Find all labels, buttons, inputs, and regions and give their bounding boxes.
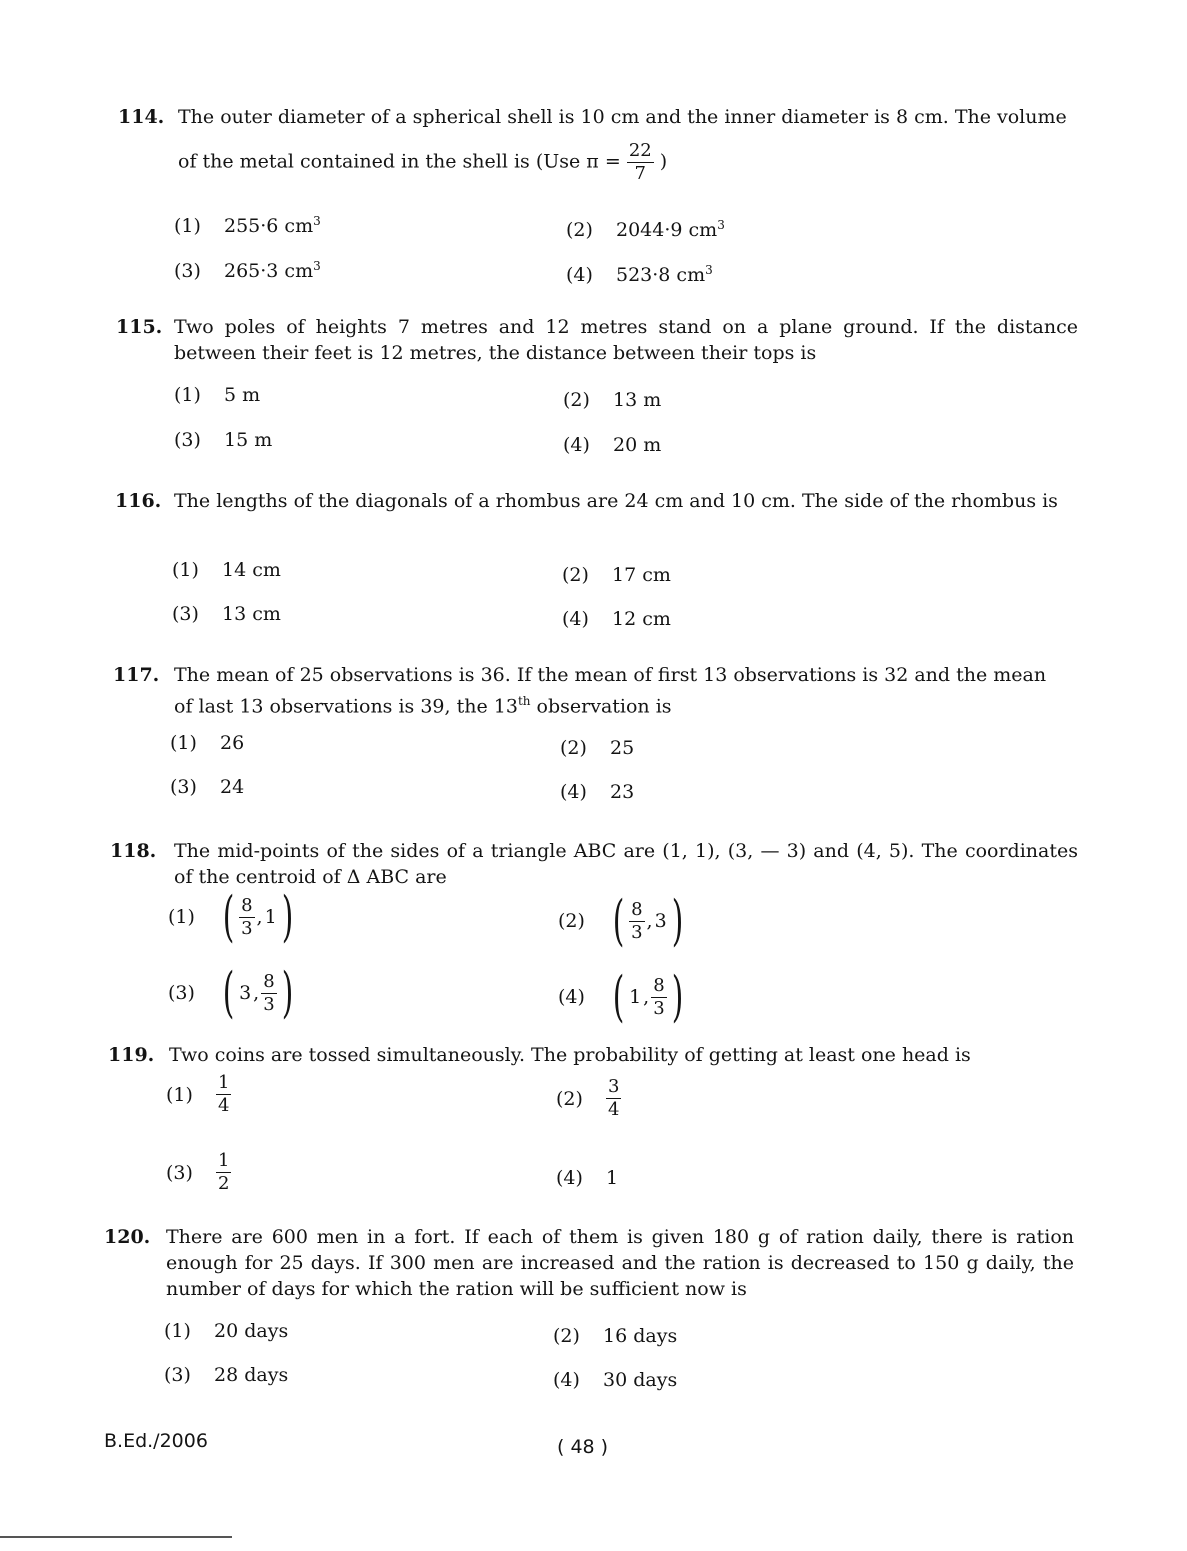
- option-value: 5 m: [224, 384, 261, 406]
- option-superscript: 3: [717, 218, 725, 232]
- fraction: [261, 971, 276, 1016]
- question-118-head: [108, 838, 1078, 890]
- option-2[interactable]: [558, 889, 688, 952]
- fraction-denominator: 7: [634, 163, 646, 184]
- question-text: The lengths of the diagonals of a rhombus are 24 cm and 10 cm. The side of the rhombus is: [174, 490, 1058, 512]
- option-value: 1: [606, 1167, 619, 1189]
- option-value: 20 days: [214, 1320, 289, 1342]
- option-label: (4): [558, 986, 585, 1008]
- fraction-denominator: 3: [241, 917, 253, 939]
- question-118: [108, 838, 1078, 1028]
- option-label: (2): [562, 564, 589, 586]
- question-119-head: [108, 1042, 1078, 1068]
- option-value: 30 days: [603, 1369, 678, 1391]
- left-paren: (: [222, 885, 235, 948]
- option-1[interactable]: [168, 885, 298, 948]
- option-label: (1): [174, 384, 201, 406]
- fraction: [239, 895, 254, 940]
- fraction: [629, 899, 644, 944]
- fraction-numerator: 8: [653, 974, 665, 996]
- coordinate-pair: [218, 885, 298, 948]
- option-2[interactable]: [563, 387, 661, 413]
- comma: ,: [256, 906, 263, 928]
- option-value: 14 cm: [222, 559, 281, 581]
- question-120-head: [104, 1224, 1074, 1302]
- right-paren: ): [281, 885, 294, 948]
- option-label: (2): [560, 737, 587, 759]
- question-text: [178, 104, 1078, 185]
- option-3[interactable]: [164, 1362, 288, 1388]
- question-119: [108, 1042, 1078, 1194]
- question-117: [108, 662, 1078, 803]
- option-4[interactable]: [562, 606, 671, 632]
- option-value: 15 m: [224, 429, 273, 451]
- fraction-numerator: 1: [218, 1150, 230, 1171]
- question-text-line2-pre: of last 13 observations is 39, the 13: [174, 695, 518, 718]
- option-label: (1): [164, 1320, 191, 1342]
- coordinate-inner: [239, 971, 277, 1016]
- coordinate-value: 1: [629, 986, 642, 1008]
- option-value: 17 cm: [612, 564, 671, 586]
- fraction-denominator: 2: [218, 1173, 230, 1194]
- question-text: Two poles of heights 7 metres and 12 metres stand on a plane ground. If the distance between their feet is 12 metres, the distance between their tops is: [174, 316, 1078, 364]
- option-label: (3): [168, 982, 195, 1004]
- page-number: ( 48 ): [557, 1436, 609, 1458]
- fraction: [651, 975, 666, 1020]
- option-label: (4): [562, 608, 589, 630]
- question-number: 118.: [110, 840, 157, 862]
- fraction-numerator: 22: [628, 140, 652, 161]
- option-2[interactable]: [566, 212, 725, 243]
- option-value: 25: [610, 737, 635, 759]
- option-2[interactable]: [553, 1323, 677, 1349]
- fraction-denominator: 3: [631, 921, 643, 943]
- fraction-numerator: 8: [263, 970, 275, 992]
- coordinate-value: 3: [654, 910, 667, 932]
- question-text-line2-post: observation is: [530, 695, 672, 718]
- fraction-numerator: 8: [241, 894, 253, 916]
- option-value: 26: [220, 732, 245, 754]
- option-value: 265·3 cm: [224, 260, 314, 283]
- left-paren: (: [612, 965, 625, 1028]
- option-label: (1): [168, 906, 195, 928]
- option-1[interactable]: [164, 1318, 288, 1344]
- question-text-line2: [178, 140, 1078, 185]
- fraction-numerator: 8: [631, 898, 643, 920]
- option-label: (3): [174, 429, 201, 451]
- option-value: 523·8 cm: [616, 264, 706, 287]
- coordinate-value: 3: [239, 982, 252, 1004]
- question-text-line2-post: ): [659, 150, 668, 173]
- option-3[interactable]: [166, 1150, 231, 1195]
- comma: ,: [253, 982, 260, 1004]
- option-label: (2): [558, 910, 585, 932]
- option-3[interactable]: [174, 253, 321, 284]
- option-2[interactable]: [556, 1076, 621, 1121]
- option-value: 24: [220, 776, 245, 798]
- question-115: [108, 314, 1078, 456]
- option-4[interactable]: [566, 257, 713, 288]
- question-text-line2: [174, 688, 1078, 719]
- option-1[interactable]: [170, 730, 244, 756]
- question-number: 115.: [116, 316, 163, 338]
- option-1[interactable]: [174, 208, 321, 239]
- comma: ,: [643, 986, 650, 1008]
- option-value: 23: [610, 781, 635, 803]
- option-1[interactable]: [172, 557, 281, 583]
- question-number: 116.: [115, 490, 162, 512]
- option-label: (1): [170, 732, 197, 754]
- option-label: (4): [563, 434, 590, 456]
- option-3[interactable]: [172, 601, 281, 627]
- option-label: (2): [563, 389, 590, 411]
- option-label: (4): [560, 781, 587, 803]
- option-label: (2): [553, 1325, 580, 1347]
- question-text-line1: The outer diameter of a spherical shell is 10 cm and the inner diameter is 8 cm. The volume: [178, 106, 1067, 128]
- fraction-denominator: 4: [608, 1099, 620, 1120]
- option-4[interactable]: [556, 1165, 618, 1191]
- option-label: (3): [172, 603, 199, 625]
- option-label: (1): [172, 559, 199, 581]
- option-label: (4): [553, 1369, 580, 1391]
- option-label: (3): [164, 1364, 191, 1386]
- question-text-line2-pre: of the metal contained in the shell is (Use π =: [178, 150, 621, 173]
- fraction: [216, 1150, 231, 1195]
- question-114-head: [108, 104, 1078, 185]
- option-label: (2): [566, 219, 593, 242]
- question-text: The mid-points of the sides of a triangle ABC are (1, 1), (3, — 3) and (4, 5). The coordinates of the centroid of Δ ABC are: [174, 840, 1078, 888]
- coordinate-inner: [239, 895, 277, 940]
- option-label: (4): [556, 1167, 583, 1189]
- coordinate-pair: [218, 961, 298, 1024]
- coordinate-inner: [629, 899, 667, 944]
- option-3[interactable]: [170, 774, 244, 800]
- fraction: [606, 1076, 621, 1121]
- option-label: (2): [556, 1087, 583, 1110]
- option-label: (3): [170, 776, 197, 798]
- option-2[interactable]: [562, 562, 671, 588]
- question-116-head: [108, 488, 1078, 514]
- coordinate-value: 1: [264, 906, 277, 928]
- question-number: 119.: [108, 1044, 155, 1066]
- exam-code: B.Ed./2006: [104, 1430, 208, 1452]
- option-4[interactable]: [560, 779, 634, 805]
- fraction: [216, 1072, 231, 1117]
- option-value: 20 m: [613, 434, 662, 456]
- option-label: (3): [174, 260, 201, 283]
- question-text-line1: The mean of 25 observations is 36. If the mean of first 13 observations is 32 and the mean: [174, 664, 1047, 686]
- pi-fraction: [627, 140, 654, 185]
- question-117-head: [108, 662, 1078, 719]
- option-1[interactable]: [166, 1072, 231, 1117]
- question-114: [108, 104, 1078, 287]
- option-superscript: 3: [705, 263, 713, 277]
- footer-rule: [0, 1536, 232, 1538]
- question-116: [108, 488, 1078, 630]
- question-text: Two coins are tossed simultaneously. The probability of getting at least one head is: [169, 1044, 971, 1066]
- fraction-denominator: 3: [653, 997, 665, 1019]
- right-paren: ): [671, 965, 684, 1028]
- coordinate-pair: [608, 965, 688, 1028]
- question-120: [104, 1224, 1074, 1391]
- comma: ,: [646, 910, 653, 932]
- option-value: 13 m: [613, 389, 662, 411]
- option-1[interactable]: [174, 382, 260, 408]
- option-4[interactable]: [558, 965, 688, 1028]
- ordinal-superscript: th: [517, 694, 531, 708]
- option-label: (4): [566, 264, 593, 287]
- question-number: 120.: [104, 1226, 151, 1248]
- question-number: 114.: [118, 106, 165, 128]
- question-number: 117.: [113, 664, 160, 686]
- option-value: 2044·9 cm: [616, 219, 718, 242]
- option-value: 255·6 cm: [224, 215, 314, 238]
- coordinate-inner: [629, 975, 667, 1020]
- question-text: There are 600 men in a fort. If each of them is given 180 g of ration daily, there is ration enough for 25 days. If 300 men are increased and the ration is decreased to 150 g daily, the number of days for which the ration will be sufficient now is: [166, 1226, 1074, 1300]
- option-value: 16 days: [603, 1325, 678, 1347]
- option-4[interactable]: [563, 432, 661, 458]
- fraction-numerator: 3: [608, 1076, 620, 1097]
- option-value: 12 cm: [612, 608, 671, 630]
- option-label: (3): [166, 1161, 193, 1184]
- fraction-denominator: 4: [218, 1095, 230, 1116]
- option-superscript: 3: [313, 259, 321, 273]
- option-value: 13 cm: [222, 603, 281, 625]
- right-paren: ): [671, 889, 684, 952]
- option-label: (1): [166, 1083, 193, 1106]
- option-3[interactable]: [168, 961, 298, 1024]
- option-label: (1): [174, 215, 201, 238]
- coordinate-pair: [608, 889, 688, 952]
- option-3[interactable]: [174, 427, 272, 453]
- option-4[interactable]: [553, 1367, 677, 1393]
- fraction-denominator: 3: [263, 993, 275, 1015]
- question-115-head: [108, 314, 1078, 366]
- option-value: 28 days: [214, 1364, 289, 1386]
- option-superscript: 3: [313, 214, 321, 228]
- right-paren: ): [281, 961, 294, 1024]
- question-text: [174, 662, 1078, 719]
- fraction-numerator: 1: [218, 1072, 230, 1093]
- left-paren: (: [222, 961, 235, 1024]
- option-2[interactable]: [560, 735, 634, 761]
- left-paren: (: [612, 889, 625, 952]
